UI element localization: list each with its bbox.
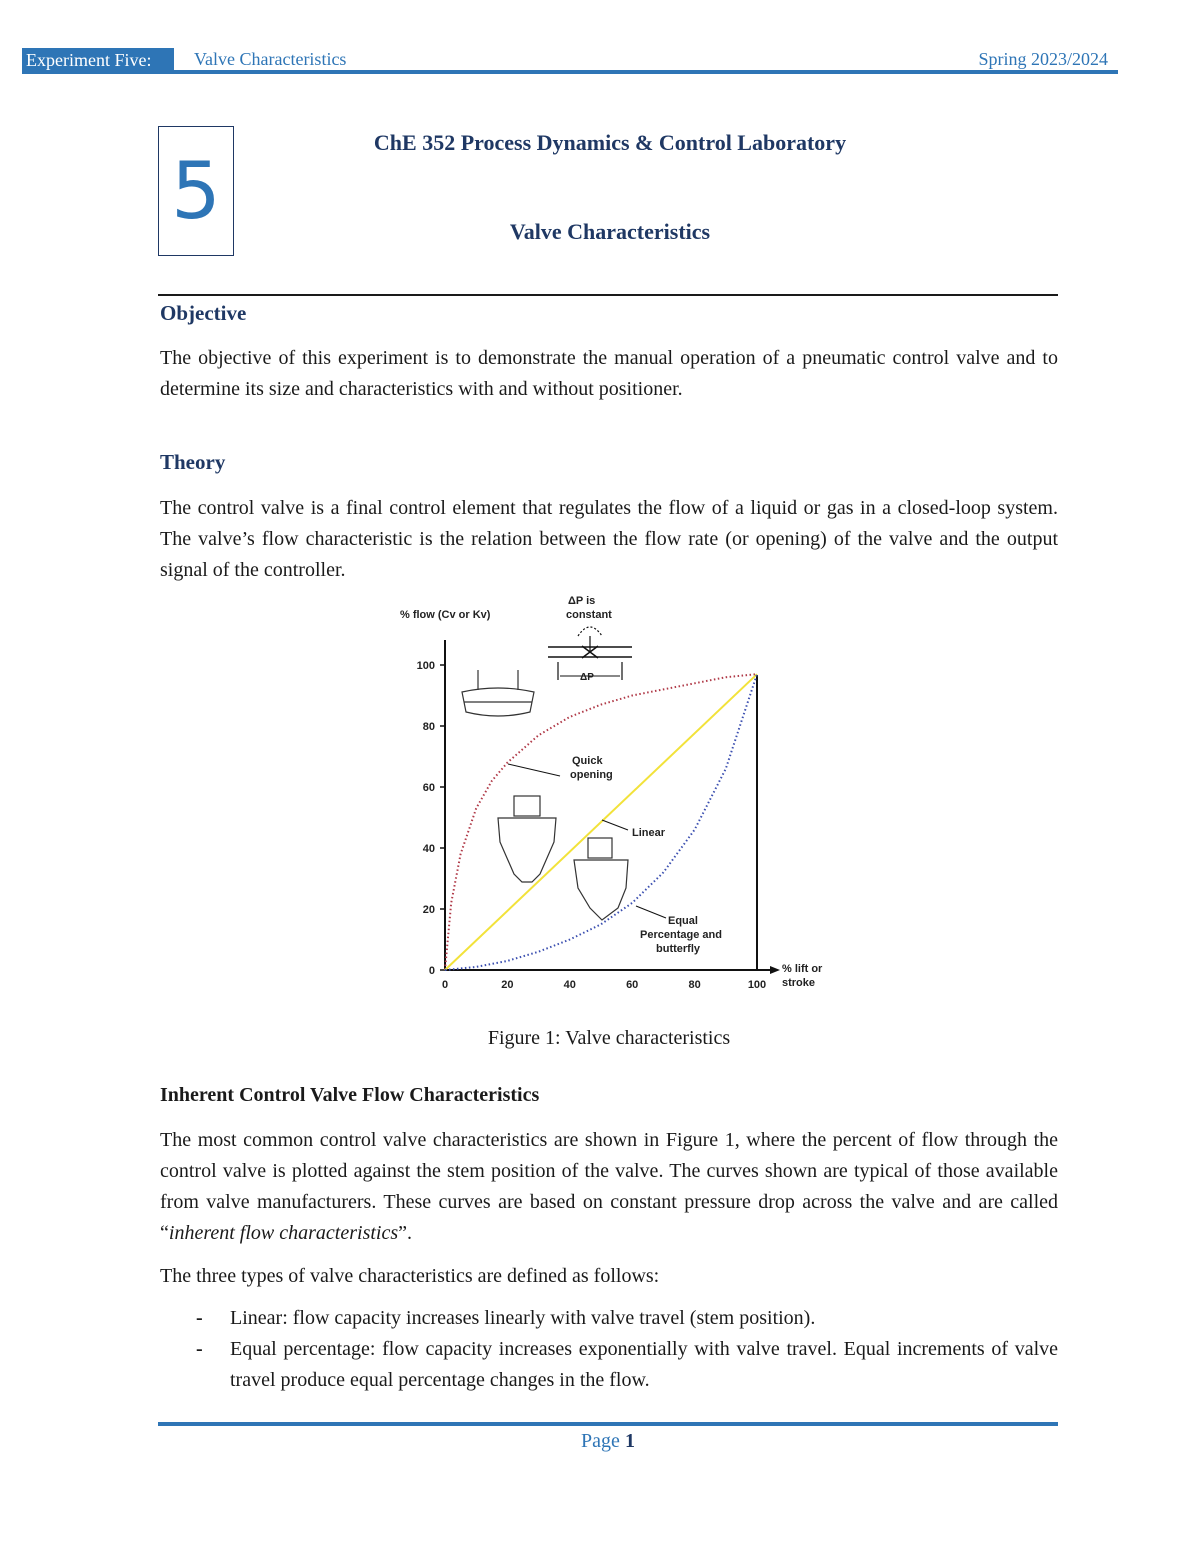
x-tick-label: 20 [501, 979, 514, 991]
header-rule [22, 70, 1118, 74]
linear-label: Linear [632, 827, 666, 839]
chapter-number-box [158, 126, 234, 256]
linear-leader-line [602, 820, 628, 830]
course-title: ChE 352 Process Dynamics & Control Laboratory [373, 130, 847, 155]
dp-arrow-label: ΔP [580, 672, 594, 683]
equal-label-line1: Equal [668, 915, 698, 927]
semester: Spring 2023/2024 [978, 49, 1108, 69]
y-tick-label: 20 [422, 904, 435, 916]
x-tick-label: 40 [563, 979, 576, 991]
x-tick-label: 80 [688, 979, 701, 991]
inherent-text: The most common control valve characteristics are shown in Figure 1, where the percent of flow through the control valve is plotted against the stem position of the valve. The curves shown are typical of those available from valve manufacturers. These curves are based on constant pressure drop across the valve and are called “inherent flow characteristics”. [160, 1129, 1058, 1244]
y-tick-label: 40 [422, 843, 435, 855]
bullet-dash: - [196, 1338, 203, 1360]
quick-leader-line [508, 764, 560, 776]
experiment-title: Valve Characteristics [194, 49, 347, 69]
page-label: Page [581, 1430, 620, 1452]
types-intro: The three types of valve characteristics are defined as follows: [160, 1265, 660, 1287]
list-item: - Equal percentage: flow capacity increases exponentially with valve travel. Equal increments of valve travel produce equal percentage changes in the flow. [160, 1334, 1058, 1396]
page-number: 1 [624, 1430, 635, 1452]
figure-caption: Figure 1: Valve characteristics [487, 1027, 731, 1049]
linear-plug-icon [498, 796, 556, 882]
actuator-dome-icon [578, 627, 602, 636]
valve-characteristics-figure [390, 590, 830, 1000]
y-tick-label: 80 [422, 721, 435, 733]
quick-opening-plug-icon [462, 670, 534, 716]
chapter-number: 5 [171, 147, 221, 237]
dp-label-line1: ΔP is [568, 595, 596, 607]
y-tick-label: 0 [428, 965, 435, 977]
theory-text: The control valve is a final control element that regulates the flow of a liquid or gas in a closed-loop system. The valve’s flow characteristic is the relation between the flow rate (or opening) of the valve and the output signal of the controller. [160, 497, 1058, 581]
footer-rule [158, 1422, 1058, 1426]
equal-percentage-plug-icon [574, 838, 628, 920]
equal-label-line3: butterfly [656, 943, 700, 955]
y-tick-label: 100 [416, 660, 435, 672]
characteristics-list [160, 1303, 1058, 1396]
x-axis-label-line2: stroke [782, 977, 816, 989]
x-axis-arrow-icon [770, 966, 780, 974]
x-tick-label: 0 [441, 979, 449, 991]
title-divider [158, 294, 1058, 296]
quick-opening-label-line2: opening [570, 769, 613, 781]
y-tick-label: 60 [422, 782, 435, 794]
pressure-drop-inset [548, 595, 632, 683]
equal-leader-line [636, 906, 666, 918]
experiment-label: Experiment Five: [22, 48, 174, 70]
inherent-emphasis: inherent flow characteristics [168, 1222, 399, 1244]
objective-heading: Objective [160, 301, 247, 325]
x-tick-label: 60 [626, 979, 639, 991]
bullet-dash: - [196, 1307, 203, 1329]
y-axis-label: % flow (Cv or Kv) [400, 609, 491, 621]
list-item: - Linear: flow capacity increases linearly with valve travel (stem position). [160, 1303, 1058, 1334]
dp-label-line2: constant [566, 609, 612, 621]
page-footer [158, 1430, 1058, 1453]
document-subtitle: Valve Characteristics [509, 219, 711, 244]
x-tick-label: 100 [747, 979, 767, 991]
page-header [22, 48, 1118, 76]
x-axis-label-line1: % lift or [782, 963, 823, 975]
inherent-heading: Inherent Control Valve Flow Characteristics [160, 1084, 540, 1106]
linear-curve [445, 674, 757, 970]
theory-heading: Theory [160, 450, 226, 474]
equal-label-line2: Percentage and [640, 929, 722, 941]
quick-opening-label-line1: Quick [572, 755, 603, 767]
objective-text: The objective of this experiment is to demonstrate the manual operation of a pneumatic control valve and to determine its size and characteristics with and without positioner. [160, 347, 1058, 400]
